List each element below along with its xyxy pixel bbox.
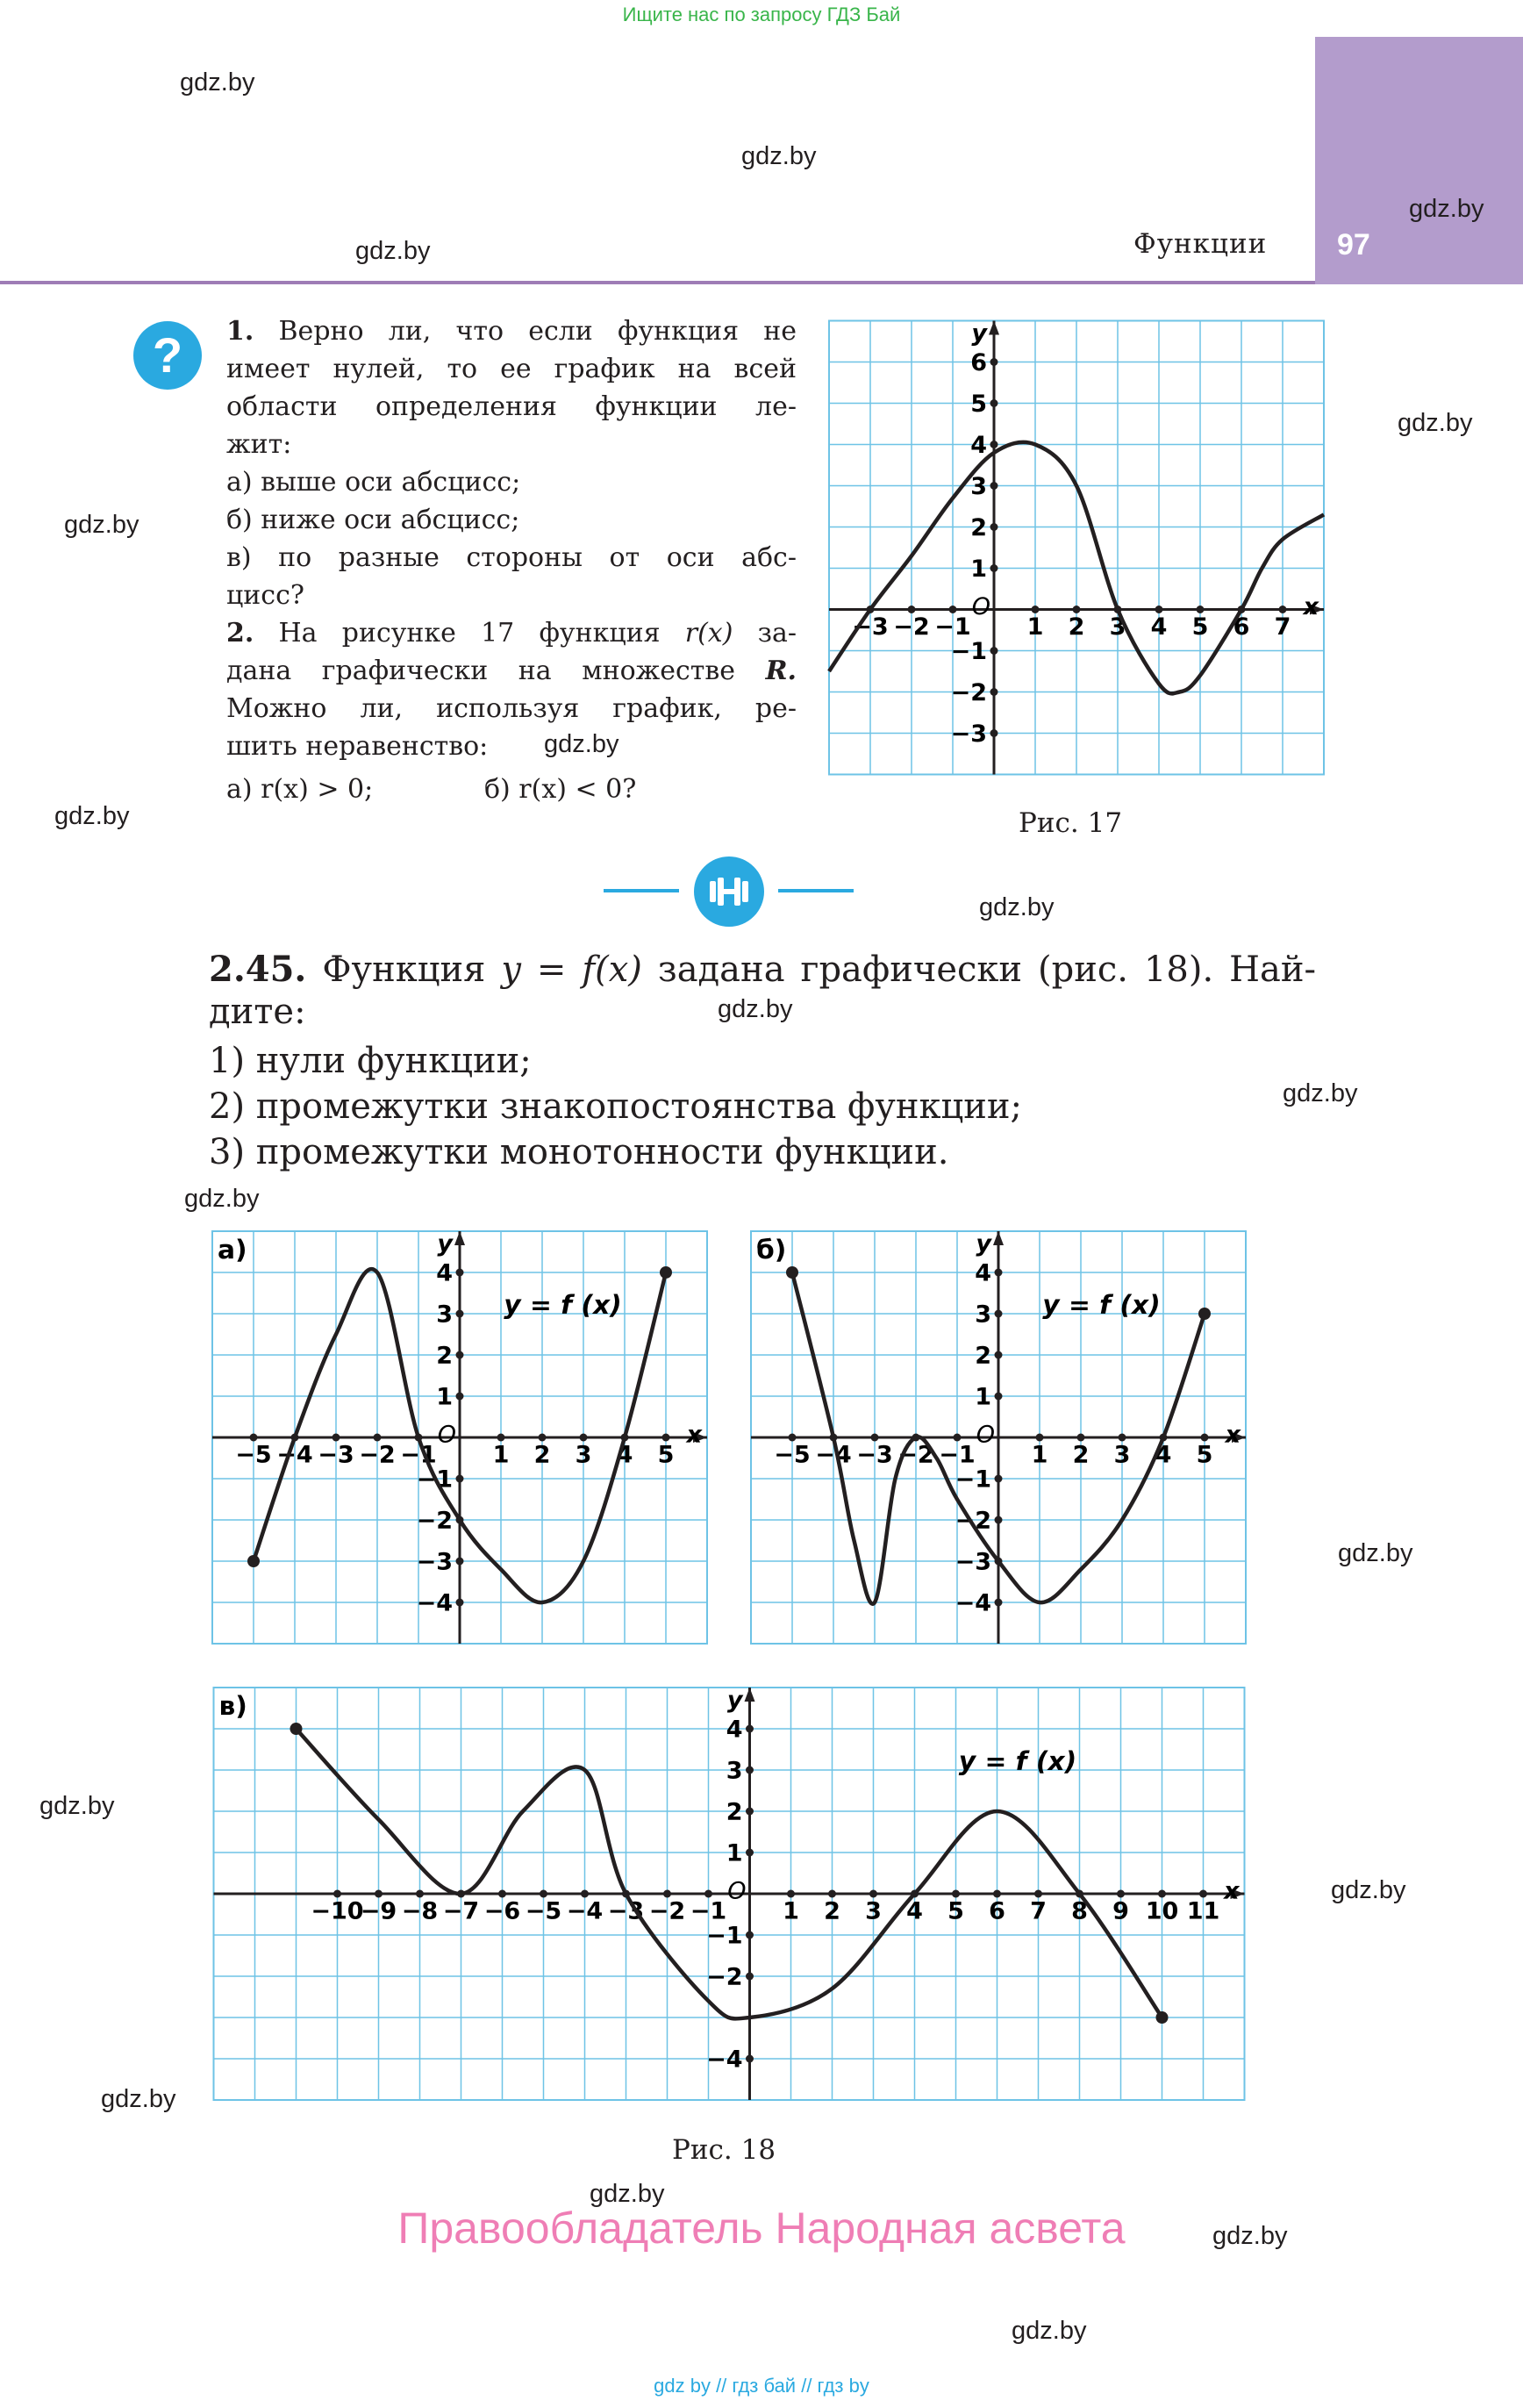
- q1-option: в) по разные стороны от оси абс-: [226, 542, 797, 573]
- watermark[interactable]: gdz.by: [1012, 2317, 1087, 2345]
- watermark[interactable]: gdz.by: [39, 1792, 115, 1820]
- exercise-text: Функция: [322, 950, 486, 990]
- x-tick-label: 5: [947, 1897, 964, 1925]
- divider-line: [778, 889, 854, 892]
- x-tick-label: 2: [533, 1441, 551, 1469]
- section-title: Функции: [1133, 228, 1268, 260]
- watermark[interactable]: gdz.by: [1212, 2222, 1288, 2250]
- x-tick-mark: [539, 1434, 547, 1442]
- x-tick-label: 6: [989, 1897, 1005, 1925]
- y-tick-mark: [746, 1767, 754, 1774]
- exercise-heading: [209, 948, 1316, 992]
- exercise-item: 1) нули функции;: [209, 1041, 532, 1081]
- x-axis-label: x: [1225, 1421, 1241, 1449]
- origin-label: O: [727, 1877, 747, 1905]
- x-tick-label: 1: [492, 1441, 510, 1469]
- watermark[interactable]: gdz.by: [64, 511, 139, 539]
- y-tick-mark: [746, 1973, 754, 1981]
- exercise-number: 2.45.: [209, 949, 307, 990]
- y-tick-label: 2: [975, 1342, 991, 1370]
- q2-option-a: а) r(x) > 0;: [226, 774, 374, 805]
- figure-18a-chart: [209, 1229, 711, 1646]
- x-tick-label: −10: [311, 1897, 364, 1925]
- x-tick-mark: [662, 1434, 670, 1442]
- function-label: y = f (x): [1042, 1290, 1161, 1321]
- y-tick-mark: [456, 1269, 464, 1277]
- x-tick-mark: [416, 1890, 424, 1898]
- y-tick-label: −4: [706, 2046, 743, 2074]
- exercise-formula: y = f(x): [501, 950, 642, 990]
- y-tick-label: 1: [436, 1383, 453, 1411]
- x-tick-mark: [333, 1890, 341, 1898]
- q1-number: 1.: [226, 316, 254, 347]
- x-tick-label: −2: [893, 613, 930, 641]
- panel-label: в): [218, 1691, 247, 1723]
- x-tick-label: −2: [359, 1441, 396, 1469]
- q1-option: б) ниже оси абсцисс;: [226, 505, 520, 535]
- x-tick-mark: [869, 1890, 877, 1898]
- y-tick-mark: [990, 441, 998, 448]
- watermark[interactable]: gdz.by: [1398, 409, 1473, 437]
- x-tick-label: 7: [1274, 613, 1291, 641]
- x-tick-mark: [1279, 606, 1287, 613]
- y-tick-label: −1: [955, 1466, 991, 1494]
- x-tick-mark: [1036, 1434, 1044, 1442]
- x-tick-label: −2: [648, 1897, 686, 1925]
- panel-label: а): [218, 1235, 247, 1266]
- y-tick-mark: [746, 1931, 754, 1939]
- q1-line: Верно ли, что если функция не: [278, 316, 797, 347]
- x-tick-mark: [954, 1434, 962, 1442]
- x-tick-label: −4: [815, 1441, 852, 1469]
- watermark[interactable]: gdz.by: [590, 2180, 665, 2208]
- x-tick-label: 1: [1031, 1441, 1048, 1469]
- x-tick-mark: [1201, 1434, 1209, 1442]
- x-tick-label: −6: [483, 1897, 521, 1925]
- y-tick-mark: [995, 1599, 1003, 1607]
- endpoint: [247, 1555, 260, 1567]
- page-number: 97: [1337, 228, 1370, 262]
- endpoint: [786, 1266, 798, 1279]
- x-tick-label: 7: [1030, 1897, 1047, 1925]
- q2-text: На рисунке 17 функция: [278, 618, 661, 649]
- y-tick-mark: [995, 1475, 1003, 1483]
- y-tick-label: −2: [416, 1507, 453, 1535]
- watermark[interactable]: gdz.by: [979, 893, 1055, 921]
- x-tick-label: −3: [852, 613, 889, 641]
- x-tick-mark: [1119, 1434, 1126, 1442]
- q2-number: 2.: [226, 618, 254, 649]
- watermark[interactable]: gdz.by: [355, 237, 431, 265]
- y-tick-label: −1: [416, 1466, 453, 1494]
- watermark[interactable]: gdz.by: [741, 142, 817, 170]
- watermark[interactable]: gdz.by: [1283, 1079, 1358, 1107]
- x-tick-label: 4: [906, 1897, 923, 1925]
- y-tick-mark: [995, 1310, 1003, 1318]
- y-tick-mark: [746, 1849, 754, 1857]
- q2-text: Можно ли, используя график, ре-: [226, 693, 797, 724]
- watermark[interactable]: gdz.by: [184, 1185, 260, 1213]
- function-label: y = f (x): [958, 1746, 1077, 1777]
- x-tick-mark: [540, 1890, 547, 1898]
- y-tick-mark: [990, 399, 998, 407]
- x-tick-mark: [952, 1890, 960, 1898]
- x-axis-label: x: [1303, 592, 1319, 620]
- top-note: Ищите нас по запросу ГДЗ Бай: [622, 4, 901, 25]
- function-label: y = f (x): [504, 1290, 622, 1321]
- y-tick-label: 1: [970, 555, 987, 583]
- x-tick-label: −3: [318, 1441, 354, 1469]
- x-tick-label: −1: [400, 1441, 437, 1469]
- x-tick-mark: [498, 1890, 506, 1898]
- x-tick-label: 2: [1068, 613, 1085, 641]
- x-axis-label: x: [686, 1421, 702, 1449]
- y-tick-label: −3: [950, 720, 987, 748]
- q2-text: за-: [757, 618, 797, 649]
- figure-18-caption: Рис. 18: [672, 2134, 776, 2166]
- q2-text: шить неравенство:: [226, 731, 489, 762]
- y-tick-label: −4: [416, 1589, 453, 1617]
- x-tick-mark: [908, 606, 916, 613]
- x-tick-label: 3: [865, 1897, 882, 1925]
- x-tick-label: 3: [575, 1441, 592, 1469]
- x-tick-mark: [332, 1434, 340, 1442]
- q1-option: цисс?: [226, 580, 304, 611]
- y-tick-mark: [456, 1475, 464, 1483]
- y-tick-mark: [995, 1393, 1003, 1401]
- dumbbell-icon: [694, 856, 764, 927]
- x-tick-label: 1: [1026, 613, 1044, 641]
- y-tick-label: 6: [970, 348, 987, 376]
- y-tick-mark: [995, 1516, 1003, 1524]
- x-tick-label: 3: [1113, 1441, 1131, 1469]
- divider-line: [604, 889, 679, 892]
- x-tick-label: 1: [783, 1897, 799, 1925]
- x-tick-mark: [1034, 1890, 1042, 1898]
- y-tick-mark: [990, 358, 998, 366]
- x-tick-label: 5: [657, 1441, 675, 1469]
- figure-17-caption: Рис. 17: [1019, 807, 1123, 839]
- endpoint: [290, 1723, 303, 1735]
- x-tick-mark: [949, 606, 957, 613]
- watermark[interactable]: gdz.by: [544, 730, 619, 758]
- x-tick-label: −1: [934, 613, 971, 641]
- x-tick-mark: [250, 1434, 258, 1442]
- x-axis-label: x: [1224, 1877, 1240, 1905]
- q1-line: жит:: [226, 429, 292, 460]
- x-tick-mark: [580, 1434, 588, 1442]
- y-tick-mark: [990, 564, 998, 572]
- y-tick-mark: [456, 1558, 464, 1566]
- x-tick-label: 6: [1233, 613, 1250, 641]
- x-tick-label: 9: [1112, 1897, 1129, 1925]
- y-tick-label: 3: [970, 472, 987, 500]
- x-tick-mark: [828, 1890, 836, 1898]
- x-tick-label: −5: [774, 1441, 811, 1469]
- y-axis-label: y: [976, 1229, 991, 1258]
- x-tick-mark: [497, 1434, 505, 1442]
- y-tick-label: −2: [706, 1963, 743, 1991]
- exercise-item: 2) промежутки знакопостоянства функции;: [209, 1086, 1023, 1127]
- y-tick-label: −4: [955, 1589, 991, 1617]
- x-tick-mark: [663, 1890, 671, 1898]
- y-tick-mark: [746, 2055, 754, 2063]
- q2-set: R.: [765, 656, 797, 686]
- x-tick-label: −9: [360, 1897, 397, 1925]
- y-tick-mark: [990, 482, 998, 490]
- x-tick-mark: [1199, 1890, 1207, 1898]
- q2-text: дана графически на множестве: [226, 656, 736, 686]
- x-tick-label: 4: [1155, 1441, 1172, 1469]
- x-tick-label: −5: [235, 1441, 272, 1469]
- y-tick-mark: [990, 729, 998, 737]
- y-tick-label: 2: [726, 1798, 743, 1826]
- y-tick-mark: [456, 1351, 464, 1359]
- x-tick-label: −4: [566, 1897, 604, 1925]
- figure-18b-chart: [747, 1229, 1249, 1646]
- y-tick-label: −2: [955, 1507, 991, 1535]
- exercise-text: дите:: [209, 992, 306, 1032]
- endpoint: [1156, 2011, 1169, 2024]
- x-tick-label: 10: [1145, 1897, 1179, 1925]
- y-tick-label: 3: [726, 1757, 743, 1785]
- y-axis-label: y: [971, 319, 987, 348]
- question-1: [226, 312, 797, 765]
- figure-18v-chart: [209, 1685, 1249, 2103]
- y-tick-label: −3: [955, 1548, 991, 1576]
- exercise-item: 3) промежутки монотонности функции.: [209, 1132, 949, 1172]
- y-tick-label: 3: [975, 1301, 991, 1329]
- x-tick-label: −3: [607, 1897, 645, 1925]
- exercise-text: задана графически (рис. 18). Най-: [657, 950, 1317, 990]
- x-tick-label: −8: [401, 1897, 439, 1925]
- x-tick-label: 8: [1071, 1897, 1088, 1925]
- y-tick-mark: [746, 1808, 754, 1816]
- x-tick-mark: [375, 1890, 383, 1898]
- y-tick-label: 4: [970, 431, 987, 459]
- y-tick-label: 1: [726, 1839, 743, 1867]
- x-tick-label: −2: [897, 1441, 934, 1469]
- y-tick-mark: [456, 1393, 464, 1401]
- x-tick-label: 2: [1072, 1441, 1090, 1469]
- figure-17-chart: [827, 318, 1326, 778]
- y-tick-label: 1: [975, 1383, 991, 1411]
- question-mark-icon: ?: [133, 321, 202, 390]
- y-axis-label: y: [437, 1229, 453, 1258]
- watermark[interactable]: gdz.by: [1331, 1876, 1406, 1904]
- origin-label: O: [971, 592, 990, 620]
- watermark[interactable]: gdz.by: [54, 802, 130, 830]
- endpoint: [660, 1266, 672, 1279]
- bottom-links[interactable]: gdz by // гдз бай // гдз by: [654, 2375, 869, 2397]
- x-tick-mark: [1117, 1890, 1125, 1898]
- copyright-notice: Правообладатель Народная асвета: [397, 2204, 1126, 2253]
- x-tick-label: −5: [525, 1897, 562, 1925]
- x-tick-mark: [374, 1434, 382, 1442]
- y-tick-label: −3: [416, 1548, 453, 1576]
- y-axis-label: y: [726, 1686, 743, 1714]
- watermark[interactable]: gdz.by: [718, 995, 793, 1023]
- y-tick-mark: [456, 1599, 464, 1607]
- q1-option: а) выше оси абсцисс;: [226, 467, 521, 498]
- endpoint: [1198, 1308, 1211, 1320]
- x-tick-mark: [993, 1890, 1001, 1898]
- x-tick-label: 4: [1150, 613, 1168, 641]
- q2-func: r(x): [684, 618, 733, 649]
- watermark[interactable]: gdz.by: [101, 2085, 176, 2113]
- x-tick-mark: [789, 1434, 797, 1442]
- x-tick-mark: [1155, 606, 1163, 613]
- y-tick-mark: [990, 523, 998, 531]
- x-tick-mark: [1073, 606, 1081, 613]
- y-tick-mark: [990, 647, 998, 655]
- q1-line: имеет нулей, то ее график на всей: [226, 354, 797, 384]
- x-tick-mark: [1032, 606, 1040, 613]
- panel-label: б): [756, 1235, 787, 1266]
- origin-label: O: [976, 1421, 995, 1449]
- y-tick-label: 4: [975, 1259, 991, 1287]
- x-tick-mark: [871, 1434, 879, 1442]
- y-tick-label: 5: [970, 390, 987, 418]
- x-tick-label: 4: [616, 1441, 633, 1469]
- x-tick-label: −1: [690, 1897, 727, 1925]
- x-tick-label: 11: [1186, 1897, 1220, 1925]
- watermark[interactable]: gdz.by: [1338, 1539, 1413, 1567]
- x-tick-label: 3: [1109, 613, 1126, 641]
- origin-label: O: [437, 1421, 456, 1449]
- y-tick-mark: [995, 1351, 1003, 1359]
- y-tick-label: 4: [436, 1259, 453, 1287]
- x-tick-mark: [704, 1890, 712, 1898]
- watermark[interactable]: gdz.by: [1409, 195, 1484, 223]
- x-tick-label: −3: [856, 1441, 893, 1469]
- y-tick-label: 3: [436, 1301, 453, 1329]
- y-tick-mark: [990, 688, 998, 696]
- x-tick-mark: [787, 1890, 795, 1898]
- y-tick-mark: [995, 1269, 1003, 1277]
- watermark[interactable]: gdz.by: [180, 68, 255, 97]
- x-tick-mark: [581, 1890, 589, 1898]
- q2-option-b: б) r(x) < 0?: [484, 774, 637, 805]
- q1-line: области определения функции ле-: [226, 391, 797, 422]
- y-tick-mark: [456, 1310, 464, 1318]
- y-tick-label: −2: [950, 678, 987, 706]
- x-tick-mark: [1158, 1890, 1166, 1898]
- x-tick-mark: [1197, 606, 1205, 613]
- x-tick-label: −4: [276, 1441, 313, 1469]
- y-tick-label: −1: [950, 637, 987, 665]
- x-tick-label: −7: [442, 1897, 480, 1925]
- x-tick-label: 5: [1196, 1441, 1213, 1469]
- x-tick-label: 5: [1191, 613, 1209, 641]
- y-tick-label: 2: [970, 513, 987, 541]
- x-tick-label: −1: [939, 1441, 976, 1469]
- y-tick-label: 2: [436, 1342, 453, 1370]
- y-tick-label: 4: [726, 1716, 743, 1744]
- y-tick-label: −1: [706, 1922, 743, 1950]
- x-tick-label: 2: [824, 1897, 840, 1925]
- x-tick-mark: [1077, 1434, 1085, 1442]
- header-rule: [0, 281, 1315, 284]
- y-tick-mark: [746, 1725, 754, 1733]
